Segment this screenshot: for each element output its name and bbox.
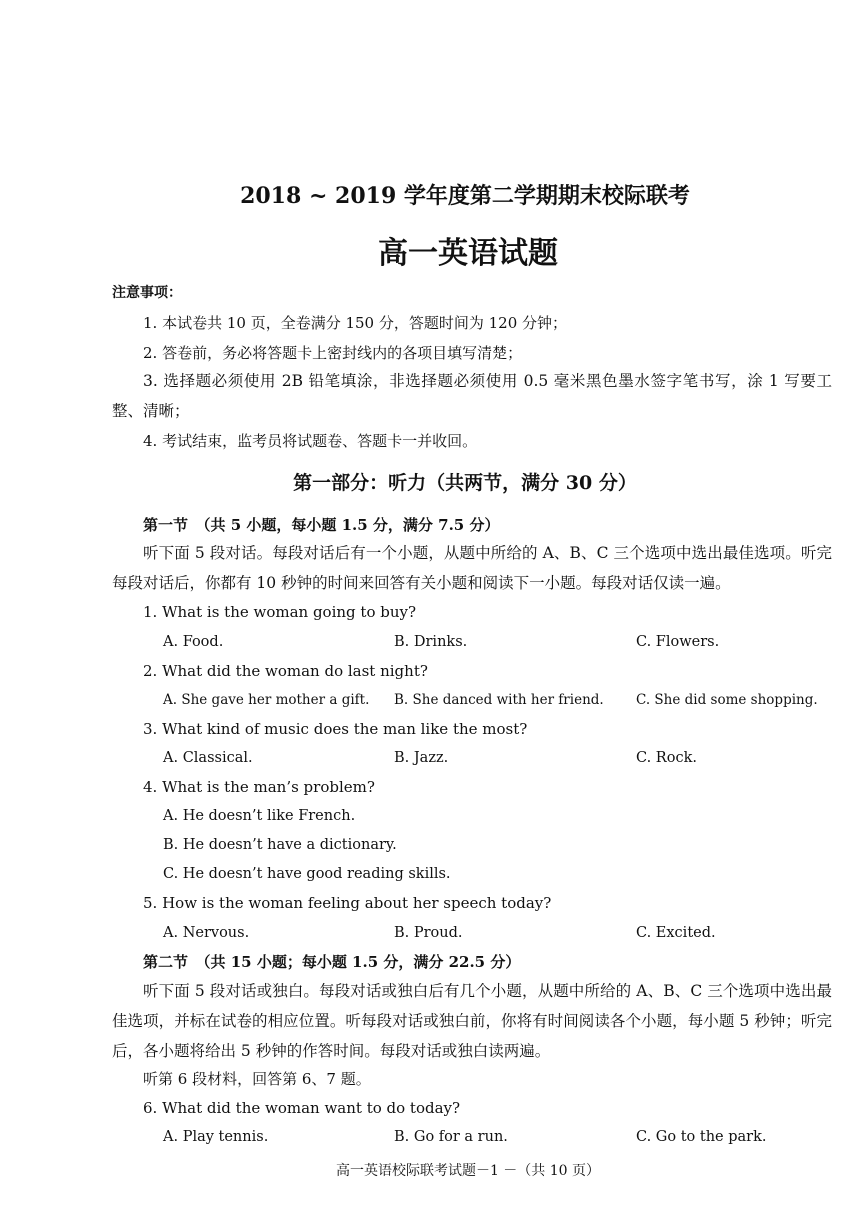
option-b: B. Go for a run. bbox=[394, 1129, 508, 1145]
option-c: C. He doesn’t have good reading skills. bbox=[163, 866, 451, 882]
option-c: C. Excited. bbox=[636, 925, 716, 941]
part1-title: 第一部分：听力（共两节，满分 30 分） bbox=[293, 472, 637, 494]
question-stem: 3. What kind of music does the man like the most? bbox=[143, 720, 528, 738]
option-c: C. She did some shopping. bbox=[636, 692, 818, 708]
subject-title: 高一英语试题 bbox=[378, 236, 558, 271]
notice-item: 4. 考试结束，监考员将试题卷、答题卡一并收回。 bbox=[143, 432, 478, 450]
question-stem: 6. What did the woman want to do today? bbox=[143, 1099, 461, 1117]
section1-instructions: 听下面 5 段对话。每段对话后有一个小题，从题中所给的 A、B、C 三个选项中选出最佳选项。听完每段对话后，你都有 10 秒钟的时间来回答有关小题和阅读下一小题。每段对话仅读一遍。 bbox=[112, 544, 832, 592]
option-c: C. Flowers. bbox=[636, 634, 720, 650]
option-a: A. She gave her mother a gift. bbox=[163, 692, 370, 708]
option-a: A. Nervous. bbox=[163, 925, 250, 941]
option-b: B. Drinks. bbox=[394, 634, 468, 650]
option-c: C. Go to the park. bbox=[636, 1129, 767, 1145]
option-b: B. He doesn’t have a dictionary. bbox=[163, 837, 397, 853]
section1-heading: 第一节 （共 5 小题，每小题 1.5 分，满分 7.5 分） bbox=[143, 516, 500, 534]
option-a: A. Classical. bbox=[163, 750, 253, 766]
notice-item: 3. 选择题必须使用 2B 铅笔填涂，非选择题必须使用 0.5 毫米黑色墨水签字笔书写，涂 1 写要工整、清晰； bbox=[112, 372, 832, 420]
option-a: A. Food. bbox=[163, 634, 224, 650]
material-note: 听第 6 段材料，回答第 6、7 题。 bbox=[143, 1070, 371, 1088]
section2-instructions: 听下面 5 段对话或独白。每段对话或独白后有几个小题，从题中所给的 A、B、C 三个选项中选出最佳选项，并标在试卷的相应位置。听每段对话或独白前，你将有时间阅读各个小题，每小题 5 秒钟；听完后，各小题将给出 5 秒钟的作答时间。每段对话或独白读两遍。 bbox=[112, 982, 832, 1060]
question-stem: 4. What is the man’s problem? bbox=[143, 778, 375, 796]
question-stem: 5. How is the woman feeling about her speech today? bbox=[143, 894, 552, 912]
option-a: A. Play tennis. bbox=[163, 1129, 269, 1145]
option-b: B. Proud. bbox=[394, 925, 463, 941]
exam-title: 2018 ~ 2019 学年度第二学期期末校际联考 bbox=[240, 183, 690, 209]
option-c: C. Rock. bbox=[636, 750, 697, 766]
notice-item: 1. 本试卷共 10 页，全卷满分 150 分，答题时间为 120 分钟； bbox=[143, 314, 568, 332]
question-stem: 2. What did the woman do last night? bbox=[143, 662, 428, 680]
notice-heading: 注意事项： bbox=[112, 285, 182, 301]
option-b: B. Jazz. bbox=[394, 750, 449, 766]
page-footer: 高一英语校际联考试题－1 －（共 10 页） bbox=[335, 1163, 601, 1179]
option-a: A. He doesn’t like French. bbox=[163, 808, 356, 824]
option-b: B. She danced with her friend. bbox=[394, 692, 604, 708]
question-stem: 1. What is the woman going to buy? bbox=[143, 603, 417, 621]
notice-item: 2. 答卷前，务必将答题卡上密封线内的各项目填写清楚； bbox=[143, 344, 523, 362]
section2-heading: 第二节 （共 15 小题；每小题 1.5 分，满分 22.5 分） bbox=[143, 953, 521, 971]
